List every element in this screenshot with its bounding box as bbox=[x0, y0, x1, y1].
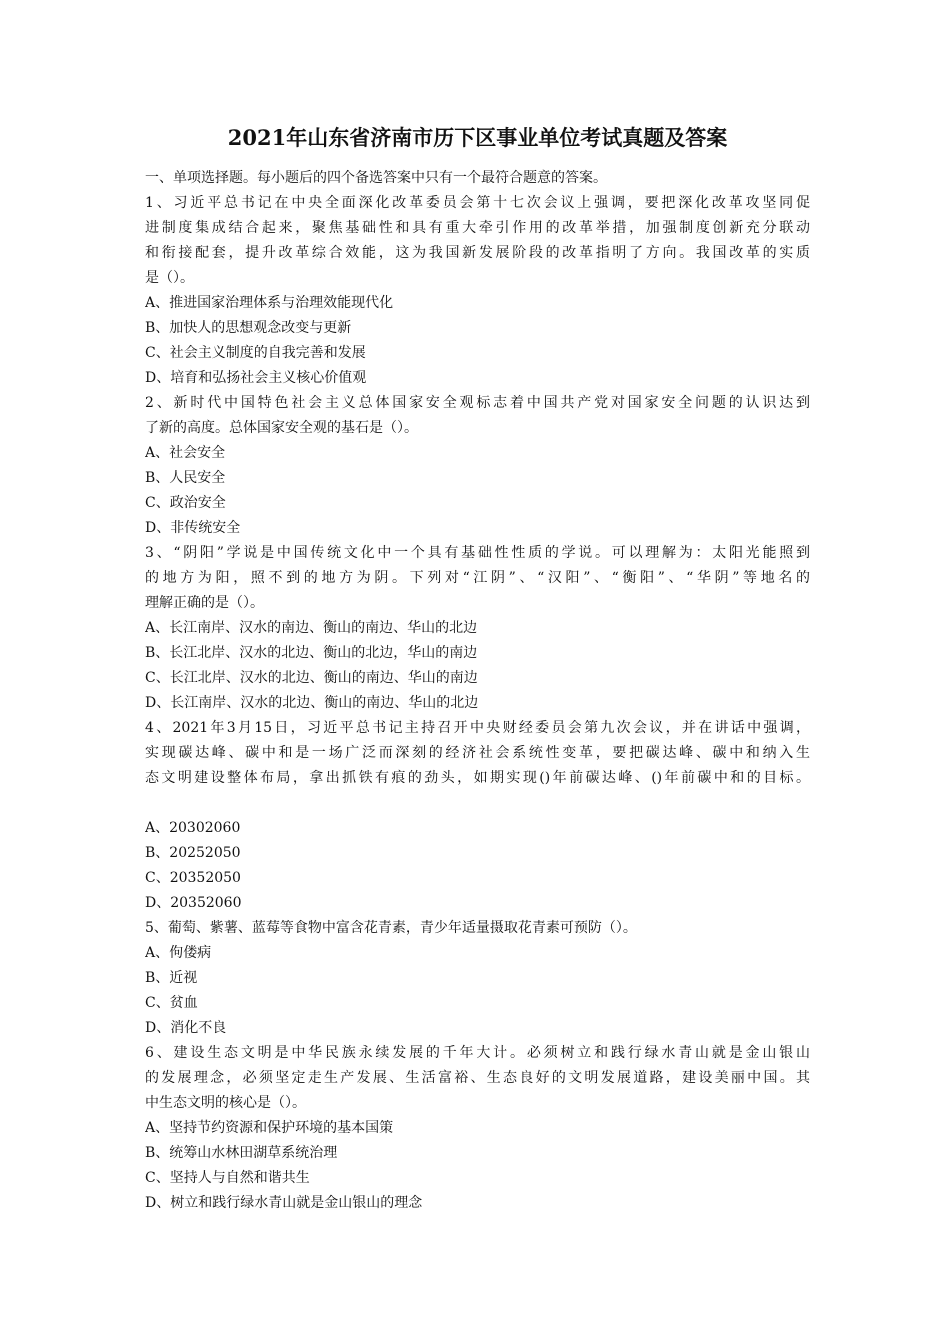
answer-option: B、统筹山水林田湖草系统治理 bbox=[145, 1145, 338, 1161]
answer-option: A、推进国家治理体系与治理效能现代化 bbox=[145, 295, 394, 311]
answer-option: A、佝偻病 bbox=[145, 945, 212, 961]
question-5 bbox=[145, 916, 810, 1041]
question-1 bbox=[145, 191, 810, 391]
question-stem-line: 6、建设生态文明是中华民族永续发展的千年大计。必须树立和践行绿水青山就是金山银山 bbox=[145, 1045, 810, 1061]
answer-option: D、培育和弘扬社会主义核心价值观 bbox=[145, 370, 367, 386]
question-stem-line: 1、习近平总书记在中央全面深化改革委员会第十七次会议上强调，要把深化改革攻坚同促 bbox=[145, 195, 810, 211]
question-6 bbox=[145, 1041, 810, 1216]
answer-option: B、近视 bbox=[145, 970, 198, 986]
answer-option: C、坚持人与自然和谐共生 bbox=[145, 1170, 310, 1186]
question-stem-line: 4、2021年3月15日，习近平总书记主持召开中央财经委员会第九次会议，并在讲话中强调， bbox=[145, 720, 810, 736]
answer-option: D、非传统安全 bbox=[145, 520, 241, 536]
question-stem-line: 是（）。 bbox=[145, 270, 194, 286]
answer-option: D、长江南岸、汉水的北边、衡山的南边、华山的北边 bbox=[145, 695, 479, 711]
question-stem-line: 了新的高度。总体国家安全观的基石是（）。 bbox=[145, 420, 418, 436]
question-stem-line: 3、“阴阳”学说是中国传统文化中一个具有基础性性质的学说。可以理解为：太阳光能照到 bbox=[145, 545, 810, 561]
document-page bbox=[145, 118, 810, 1216]
answer-option: A、20302060 bbox=[145, 820, 241, 836]
answer-option: D、树立和践行绿水青山就是金山银山的理念 bbox=[145, 1195, 423, 1211]
question-stem-line: 中生态文明的核心是（）。 bbox=[145, 1095, 306, 1111]
question-stem-line: 态文明建设整体布局，拿出抓铁有痕的劲头，如期实现()年前碳达峰、()年前碳中和的目标。 bbox=[145, 770, 810, 786]
answer-option: C、20352050 bbox=[145, 870, 241, 886]
question-2 bbox=[145, 391, 810, 541]
question-stem-line: 的发展理念，必须坚定走生产发展、生活富裕、生态良好的文明发展道路，建设美丽中国。其 bbox=[145, 1070, 810, 1086]
answer-option: D、20352060 bbox=[145, 895, 242, 911]
answer-option: B、加快人的思想观念改变与更新 bbox=[145, 320, 352, 336]
answer-option: C、贫血 bbox=[145, 995, 198, 1011]
document-title: 2021年山东省济南市历下区事业单位考试真题及答案 bbox=[227, 125, 728, 150]
question-4 bbox=[145, 716, 810, 916]
question-3 bbox=[145, 541, 810, 716]
question-stem-line: 理解正确的是（）。 bbox=[145, 595, 264, 611]
answer-option: B、长江北岸、汉水的北边、衡山的北边，华山的南边 bbox=[145, 645, 478, 661]
answer-option: C、长江北岸、汉水的北边、衡山的南边、华山的南边 bbox=[145, 670, 478, 686]
question-stem-line: 5、葡萄、紫薯、蓝莓等食物中富含花青素，青少年适量摄取花青素可预防（）。 bbox=[145, 920, 637, 936]
answer-option: D、消化不良 bbox=[145, 1020, 227, 1036]
question-stem-line: 的地方为阳，照不到的地方为阴。下列对“江阴”、“汉阳”、“衡阳”、“华阴”等地名的 bbox=[145, 570, 810, 586]
question-stem-line: 2、新时代中国特色社会主义总体国家安全观标志着中国共产党对国家安全问题的认识达到 bbox=[145, 395, 810, 411]
question-stem-line: 进制度集成结合起来，聚焦基础性和具有重大牵引作用的改革举措，加强制度创新充分联动 bbox=[145, 220, 810, 236]
answer-option: C、社会主义制度的自我完善和发展 bbox=[145, 345, 366, 361]
question-stem-line: 和衔接配套，提升改革综合效能，这为我国新发展阶段的改革指明了方向。我国改革的实质 bbox=[145, 245, 810, 261]
answer-option: B、人民安全 bbox=[145, 470, 226, 486]
answer-option: A、社会安全 bbox=[145, 445, 226, 461]
answer-option: C、政治安全 bbox=[145, 495, 226, 511]
section-heading: 一、单项选择题。每小题后的四个备选答案中只有一个最符合题意的答案。 bbox=[145, 170, 607, 186]
answer-option: A、坚持节约资源和保护环境的基本国策 bbox=[145, 1120, 394, 1136]
question-stem-line: 实现碳达峰、碳中和是一场广泛而深刻的经济社会系统性变革，要把碳达峰、碳中和纳入生 bbox=[145, 745, 810, 761]
blank-line bbox=[145, 791, 810, 816]
answer-option: A、长江南岸、汉水的南边、衡山的南边、华山的北边 bbox=[145, 620, 478, 636]
answer-option: B、20252050 bbox=[145, 845, 241, 861]
